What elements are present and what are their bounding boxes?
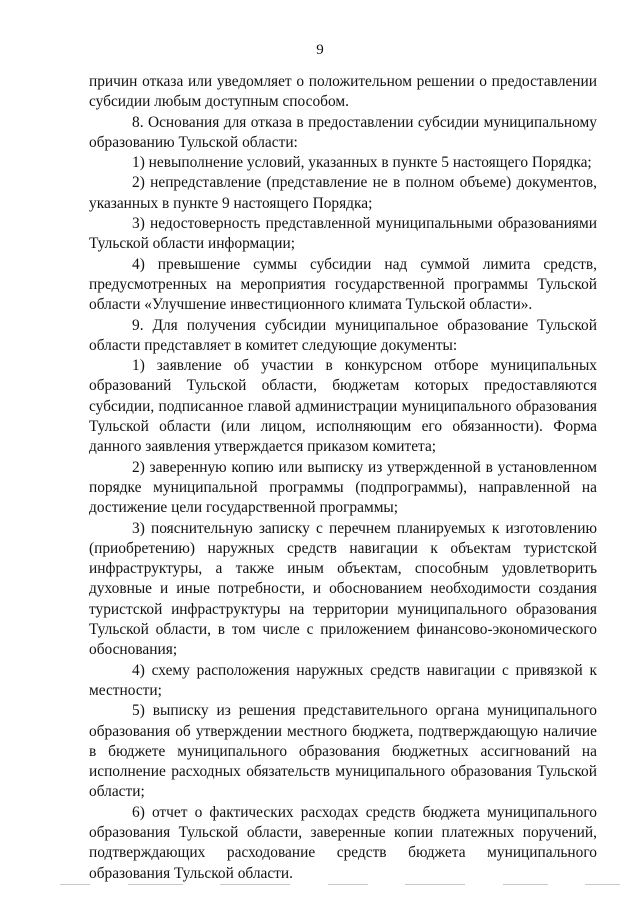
scan-artifact-mark <box>585 884 620 885</box>
paragraph-item-9-2: 2) заверенную копию или выписку из утвержденной в установленном порядке муниципальной программы (подпрограммы), направленной на достижение цели государственной программы; <box>89 458 597 517</box>
scan-artifact-mark <box>128 884 183 885</box>
scan-artifact-mark <box>220 884 290 885</box>
scan-artifact-mark <box>503 884 548 885</box>
paragraph-continuation: причин отказа или уведомляет о положительном решении о предоставлении субсидии любым доступным способом. <box>89 73 597 111</box>
paragraph-item-9-4: 4) схему расположения наружных средств навигации с привязкой к местности; <box>89 661 597 699</box>
paragraph-item-9-6: 6) отчет о фактических расходах средств бюджета муниципального образования Тульской области, заверенные копии платежных поручений, подтверждающих расходование средств бюджета муниципального образования Тульской области. <box>89 803 597 882</box>
document-body <box>89 72 597 884</box>
paragraph-item-9-1: 1) заявление об участии в конкурсном отборе муниципальных образований Тульской области, бюджетам которых предоставляются субсидии, подписанное главой администрации муниципального образования Тульской области (или лицом, исполняющим его обязанности). Форма данного заявления утверждается приказом комитета; <box>89 357 597 456</box>
scan-artifact-mark <box>328 884 368 885</box>
scan-artifacts <box>60 884 620 888</box>
scan-artifact-mark <box>60 884 90 885</box>
paragraph-item-8-1: 1) невыполнение условий, указанных в пункте 5 настоящего Порядка; <box>132 154 592 172</box>
paragraph-item-9-3: 3) пояснительную записку с перечнем планируемых к изготовлению (приобретению) наружных средств навигации к объектам туристской инфраструктуры, а также иным объектам, способным удовлетворить духовные и иные потребности, и обоснованием необходимости создания туристской инфраструктуры на территории муниципального образования Тульской области, в том числе с приложением финансово-экономического обоснования; <box>89 519 597 659</box>
paragraph-section-9-heading: 9. Для получения субсидии муниципальное образование Тульской области представляет в комитет следующие документы: <box>89 316 597 354</box>
scan-artifact-mark <box>405 884 465 885</box>
paragraph-item-8-2: 2) непредставление (представление не в полном объеме) документов, указанных в пункте 9 настоящего Порядка; <box>89 174 597 212</box>
page-number: 9 <box>316 42 324 58</box>
paragraph-item-8-4: 4) превышение суммы субсидии над суммой лимита средств, предусмотренных на мероприятия государственной программы Тульской области «Улучшение инвестиционного климата Тульской области». <box>89 255 597 314</box>
paragraph-item-8-3: 3) недостоверность представленной муниципальными образованиями Тульской области информации; <box>89 215 597 253</box>
paragraph-section-8-heading: 8. Основания для отказа в предоставлении субсидии муниципальному образованию Тульской области: <box>89 113 597 151</box>
paragraph-item-9-5: 5) выписку из решения представительного органа муниципального образования об утверждении местного бюджета, подтверждающую наличие в бюджете муниципального образования бюджетных ассигнований на исполнение расходных обязательств муниципального образования Тульской области; <box>89 702 597 801</box>
